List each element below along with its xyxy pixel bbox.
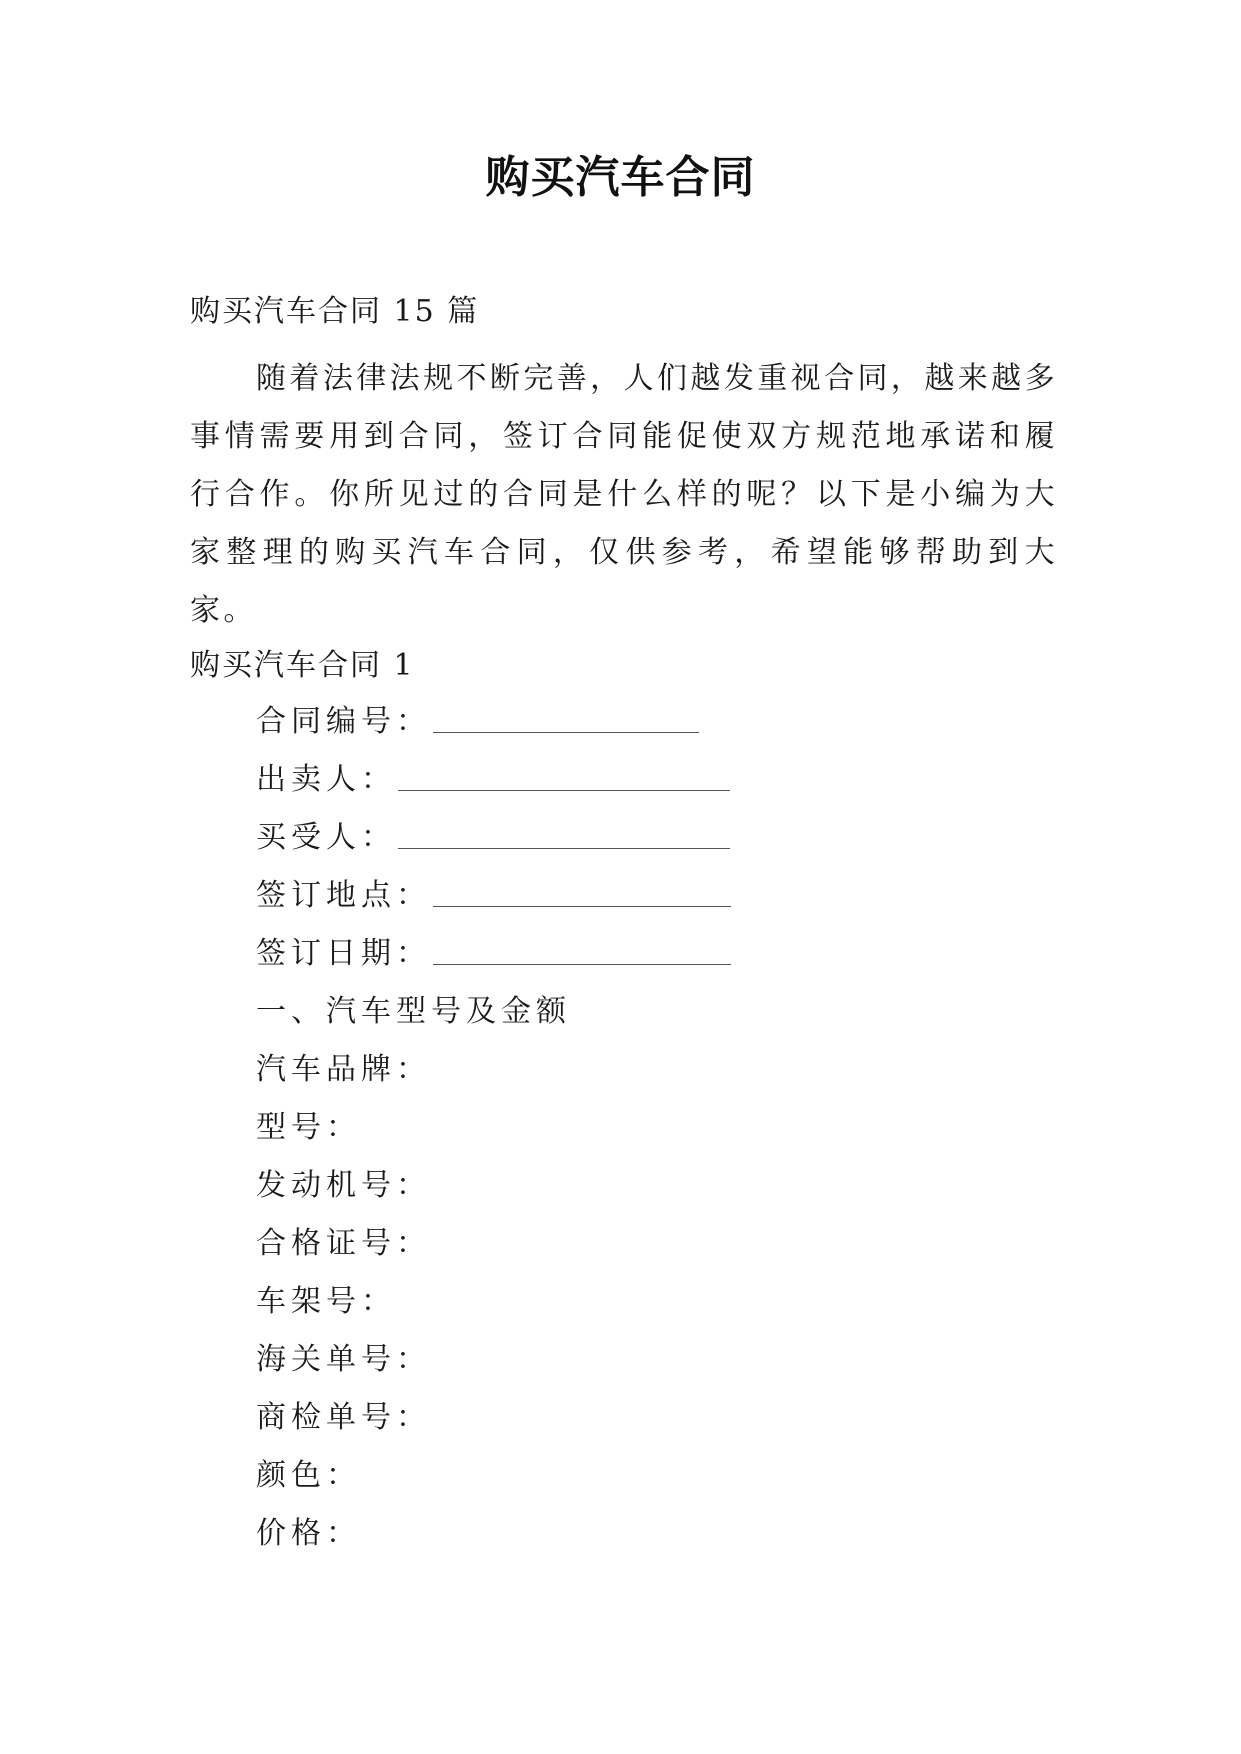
field-color bbox=[256, 1456, 1056, 1514]
field-label: 买受人： bbox=[256, 820, 396, 855]
field-model bbox=[256, 1108, 1056, 1166]
field-label: 发动机号： bbox=[256, 1168, 431, 1203]
field-label: 车架号： bbox=[256, 1284, 396, 1319]
field-seller bbox=[256, 760, 1056, 818]
field-label: 合同编号： bbox=[256, 704, 431, 739]
field-label: 合格证号： bbox=[256, 1226, 431, 1261]
field-price bbox=[256, 1514, 1056, 1572]
field-frame-number bbox=[256, 1282, 1056, 1340]
field-contract-number bbox=[256, 702, 1056, 760]
field-label: 颜色： bbox=[256, 1458, 361, 1493]
field-inspection-number bbox=[256, 1398, 1056, 1456]
field-buyer bbox=[256, 818, 1056, 876]
fill-in-blank bbox=[433, 702, 699, 733]
fill-in-blank bbox=[398, 818, 730, 849]
contract-field-list bbox=[256, 702, 1056, 1572]
field-engine-number bbox=[256, 1166, 1056, 1224]
fill-in-blank bbox=[398, 760, 730, 791]
intro-paragraph: 随着法律法规不断完善，人们越发重视合同，越来越多事情需要用到合同，签订合同能促使双方规范地承诺和履行合作。你所见过的合同是什么样的呢？以下是小编为大家整理的购买汽车合同，仅供参考，希望能够帮助到大家。 bbox=[190, 361, 1058, 628]
field-signing-place bbox=[256, 876, 1056, 934]
field-customs-number bbox=[256, 1340, 1056, 1398]
field-label: 商检单号： bbox=[256, 1400, 431, 1435]
field-label: 签订地点： bbox=[256, 878, 431, 913]
field-label: 海关单号： bbox=[256, 1342, 431, 1377]
fill-in-blank bbox=[433, 934, 731, 965]
section-heading: 购买汽车合同 1 bbox=[190, 648, 415, 683]
field-certificate-number bbox=[256, 1224, 1056, 1282]
field-label: 型号： bbox=[256, 1110, 361, 1145]
clause-heading-model-and-amount bbox=[256, 992, 1056, 1050]
clause-heading: 一、汽车型号及金额 bbox=[256, 994, 571, 1029]
document-subtitle: 购买汽车合同 15 篇 bbox=[190, 294, 480, 329]
document-title: 购买汽车合同 bbox=[485, 152, 756, 203]
field-label: 签订日期： bbox=[256, 936, 431, 971]
fill-in-blank bbox=[433, 876, 731, 907]
field-car-brand bbox=[256, 1050, 1056, 1108]
field-label: 价格： bbox=[256, 1516, 361, 1551]
field-label: 汽车品牌： bbox=[256, 1052, 431, 1087]
field-signing-date bbox=[256, 934, 1056, 992]
field-label: 出卖人： bbox=[256, 762, 396, 797]
